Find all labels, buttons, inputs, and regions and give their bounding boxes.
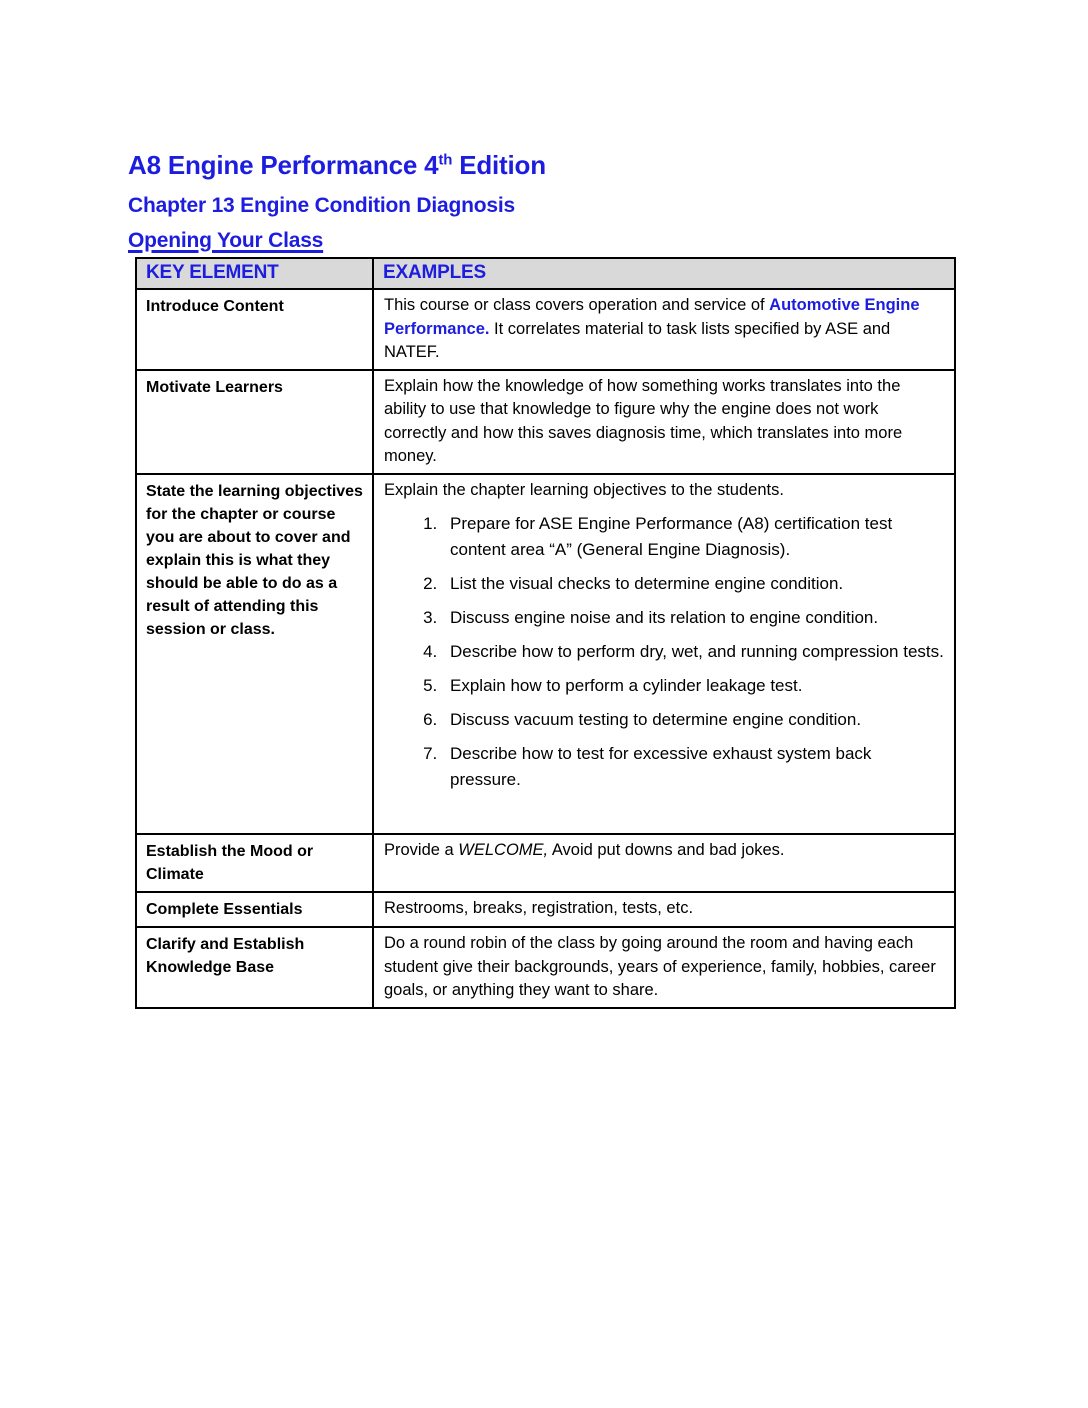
table-row: [136, 927, 955, 1008]
key-element-cell: Establish the Mood or Climate: [136, 834, 373, 892]
text-segment-blue-bold: Automotive Engine Performance.: [384, 296, 920, 338]
key-element-cell: State the learning objectives for the chapter or course you are about to cover and explain this is what they should be able to do as a result of attending this session or class.: [136, 474, 373, 835]
chapter-heading: Chapter 13 Engine Condition Diagnosis: [128, 194, 515, 217]
example-text: [384, 479, 944, 503]
table-row: [136, 834, 955, 892]
text-segment-italic: WELCOME,: [458, 841, 549, 859]
example-cell: [373, 927, 955, 1008]
text-segment-normal: Restrooms, breaks, registration, tests, etc.: [384, 899, 694, 917]
table-row: [136, 892, 955, 927]
example-cell: [373, 289, 955, 370]
example-cell: [373, 892, 955, 927]
objective-item: 4. Describe how to perform dry, wet, and running compression tests.: [442, 639, 944, 665]
objective-item: 3. Discuss engine noise and its relation to engine condition.: [442, 605, 944, 631]
example-cell: [373, 834, 955, 892]
example-text: [384, 375, 944, 469]
key-element-cell: Introduce Content: [136, 289, 373, 370]
example-text: [384, 839, 944, 863]
key-element-cell: Complete Essentials: [136, 892, 373, 927]
text-segment-normal: Explain the chapter learning objectives to the students.: [384, 480, 784, 499]
example-text: [384, 897, 944, 921]
objective-item: 2. List the visual checks to determine engine condition.: [442, 571, 944, 597]
example-text: [384, 932, 944, 1003]
example-cell: [373, 474, 955, 835]
objectives-list: [384, 511, 944, 793]
key-element-cell: Motivate Learners: [136, 370, 373, 474]
column-header-examples: EXAMPLES: [373, 258, 955, 289]
table-row: [136, 289, 955, 370]
page-title: [128, 150, 1088, 181]
key-element-table: [135, 257, 956, 1009]
text-segment-normal: Provide a: [384, 841, 459, 859]
table-header-row: [136, 258, 955, 289]
text-segment-normal: It correlates material to task lists specified by ASE and NATEF.: [384, 319, 891, 361]
key-element-cell: Clarify and Establish Knowledge Base: [136, 927, 373, 1008]
section-heading: Opening Your Class: [128, 229, 324, 252]
text-segment-normal: Do a round robin of the class by going around the room and having each student give their backgrounds, years of experience, family, hobbies, career goals, or anything they want to share.: [384, 934, 936, 999]
objective-item: 1. Prepare for ASE Engine Performance (A8) certification test content area “A” (General Engine Diagnosis).: [442, 511, 944, 563]
example-cell: [373, 370, 955, 474]
text-segment-normal: Avoid put downs and bad jokes.: [548, 841, 785, 859]
table-row: [136, 474, 955, 835]
objective-item: 7. Describe how to test for excessive exhaust system back pressure.: [442, 741, 944, 793]
column-header-key-element: KEY ELEMENT: [136, 258, 373, 289]
objective-item: 5. Explain how to perform a cylinder leakage test.: [442, 673, 944, 699]
page-title-suffix: Edition: [452, 150, 546, 180]
table-row: [136, 370, 955, 474]
objective-item: 6. Discuss vacuum testing to determine engine condition.: [442, 707, 944, 733]
page-title-superscript: th: [438, 151, 453, 169]
text-segment-normal: This course or class covers operation and service of: [384, 296, 770, 314]
text-segment-normal: Explain how the knowledge of how something works translates into the ability to use that knowledge to figure why the engine does not work correctly and how this saves diagnosis time, which translates into more money.: [384, 376, 903, 465]
example-text: [384, 294, 944, 365]
page-title-text: A8 Engine Performance 4: [128, 150, 439, 180]
